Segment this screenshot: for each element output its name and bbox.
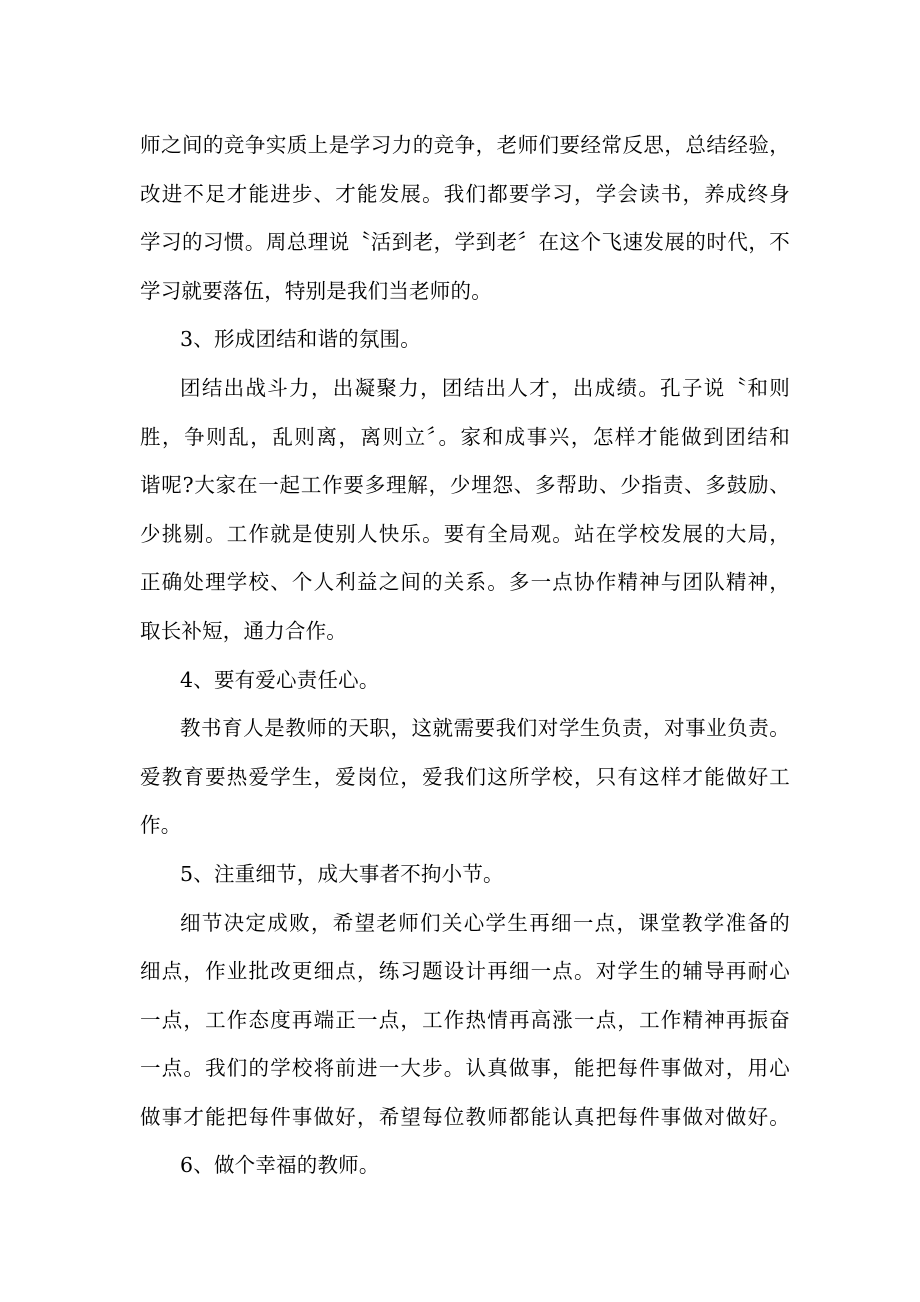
text-line: 一点，工作态度再端正一点，工作热情再高涨一点，工作精神再振奋 [140,1007,790,1032]
text-line: 少挑剔。工作就是使别人快乐。要有全局观。站在学校发展的大局， [140,521,790,546]
text-line: 谐呢?大家在一起工作要多理解，少埋怨、多帮助、少指责、多鼓励、 [140,473,790,498]
text-line: 一点。我们的学校将前进一大步。认真做事，能把每件事做对，用心 [140,1056,790,1081]
text-line: 教书育人是教师的天职，这就需要我们对学生负责，对事业负责。 [180,716,790,741]
text-line: 取长补短，通力合作。 [140,618,347,643]
text-line: 师之间的竞争实质上是学习力的竞争，老师们要经常反思，总结经验， [140,133,790,157]
document-body [140,121,790,1190]
text-line: 改进不足才能进步、才能发展。我们都要学习，学会读书，养成终身 [140,181,790,206]
section-heading-5: 5、注重细节，成大事者不拘小节。 [180,861,504,886]
text-line: 学习的习惯。周总理说〝活到老，学到老〞在这个飞速发展的时代，不 [140,230,790,255]
text-line: 做事才能把每件事做好，希望每位教师都能认真把每件事做对做好。 [140,1104,790,1129]
text-line: 学习就要落伍，特别是我们当老师的。 [140,278,492,303]
text-line: 团结出战斗力，出凝聚力，团结出人才，出成绩。孔子说〝和则 [180,375,790,400]
section-heading-3: 3、形成团结和谐的氛围。 [180,327,421,352]
text-line: 细节决定成败，希望老师们关心学生再细一点，课堂教学准备的 [180,910,790,935]
section-heading-6: 6、做个幸福的教师。 [180,1153,380,1178]
text-line: 作。 [140,813,182,838]
section-heading-4: 4、要有爱心责任心。 [180,667,380,692]
text-line: 正确处理学校、个人利益之间的关系。多一点协作精神与团队精神， [140,570,790,595]
text-line: 爱教育要热爱学生，爱岗位，爱我们这所学校，只有这样才能做好工 [140,764,790,789]
text-line: 细点，作业批改更细点，练习题设计再细一点。对学生的辅导再耐心 [140,959,790,984]
text-line: 胜，争则乱，乱则离，离则立〞。家和成事兴，怎样才能做到团结和 [140,424,790,449]
